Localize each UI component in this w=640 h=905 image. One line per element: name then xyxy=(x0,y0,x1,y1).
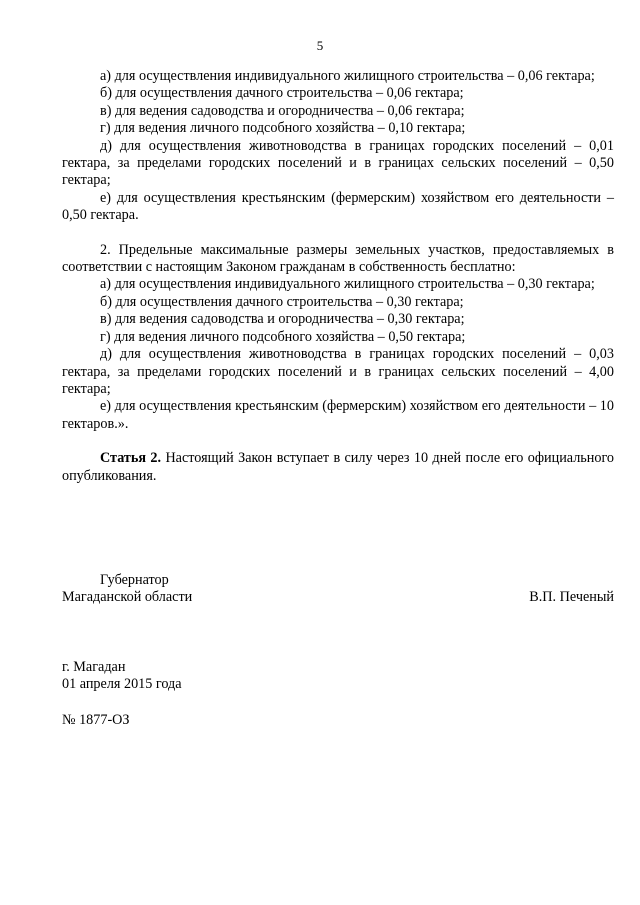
article-2-text: Настоящий Закон вступает в силу через 10 дней после его официального опубликования. xyxy=(62,450,615,484)
s1-item-f: е) для осуществления крестьянским (фермерским) хозяйством его деятельности – 0,50 гектара. xyxy=(62,189,614,224)
s2-item-a: а) для осуществления индивидуального жилищного строительства – 0,30 гектара; xyxy=(100,276,595,293)
city: г. Магадан xyxy=(62,659,126,675)
s2-item-f: е) для осуществления крестьянским (фермерским) хозяйством его деятельности – 10 гектаров.». xyxy=(62,398,614,432)
signature-title-line1: Губернатор xyxy=(100,572,169,588)
s1-item-b: б) для осуществления дачного строительства – 0,06 гектара; xyxy=(100,85,464,102)
document-body xyxy=(62,68,614,485)
s2-intro: 2. Предельные максимальные размеры земельных участков, предоставляемых в соответствии с настоящим Законом гражданам в собственность бесплатно: xyxy=(62,241,614,276)
place-date-block xyxy=(62,659,614,694)
s2-item-d: г) для ведения личного подсобного хозяйства – 0,50 гектара; xyxy=(100,328,466,345)
article-2 xyxy=(62,450,614,485)
page-number: 5 xyxy=(316,38,324,53)
s2-item-b: б) для осуществления дачного строительства – 0,30 гектара; xyxy=(100,293,464,310)
signature-title-line2: Магаданской области xyxy=(62,589,193,606)
s1-item-c: в) для ведения садоводства и огородничества – 0,06 гектара; xyxy=(100,102,465,119)
date: 01 апреля 2015 года xyxy=(62,676,182,693)
s2-item-e: д) для осуществления животноводства в границах городских поселений – 0,03 гектара, за пределами городских поселений и в границах сельских поселений – 4,00 гектара; xyxy=(62,346,614,397)
s2-item-c: в) для ведения садоводства и огородничества – 0,30 гектара; xyxy=(100,311,465,328)
law-number: № 1877-ОЗ xyxy=(62,712,130,728)
signature-row xyxy=(62,589,614,606)
s1-item-e: д) для осуществления животноводства в границах городских поселений – 0,01 гектара, за пределами городских поселений и в границах сельских поселений – 0,50 гектара; xyxy=(62,137,614,189)
s1-item-d: г) для ведения личного подсобного хозяйства – 0,10 гектара; xyxy=(100,120,466,137)
article-2-heading: Статья 2. xyxy=(100,450,162,467)
signature-name: В.П. Печеный xyxy=(529,589,614,606)
s1-item-a: а) для осуществления индивидуального жилищного строительства – 0,06 гектара; xyxy=(100,68,595,84)
signature-block xyxy=(62,572,614,607)
